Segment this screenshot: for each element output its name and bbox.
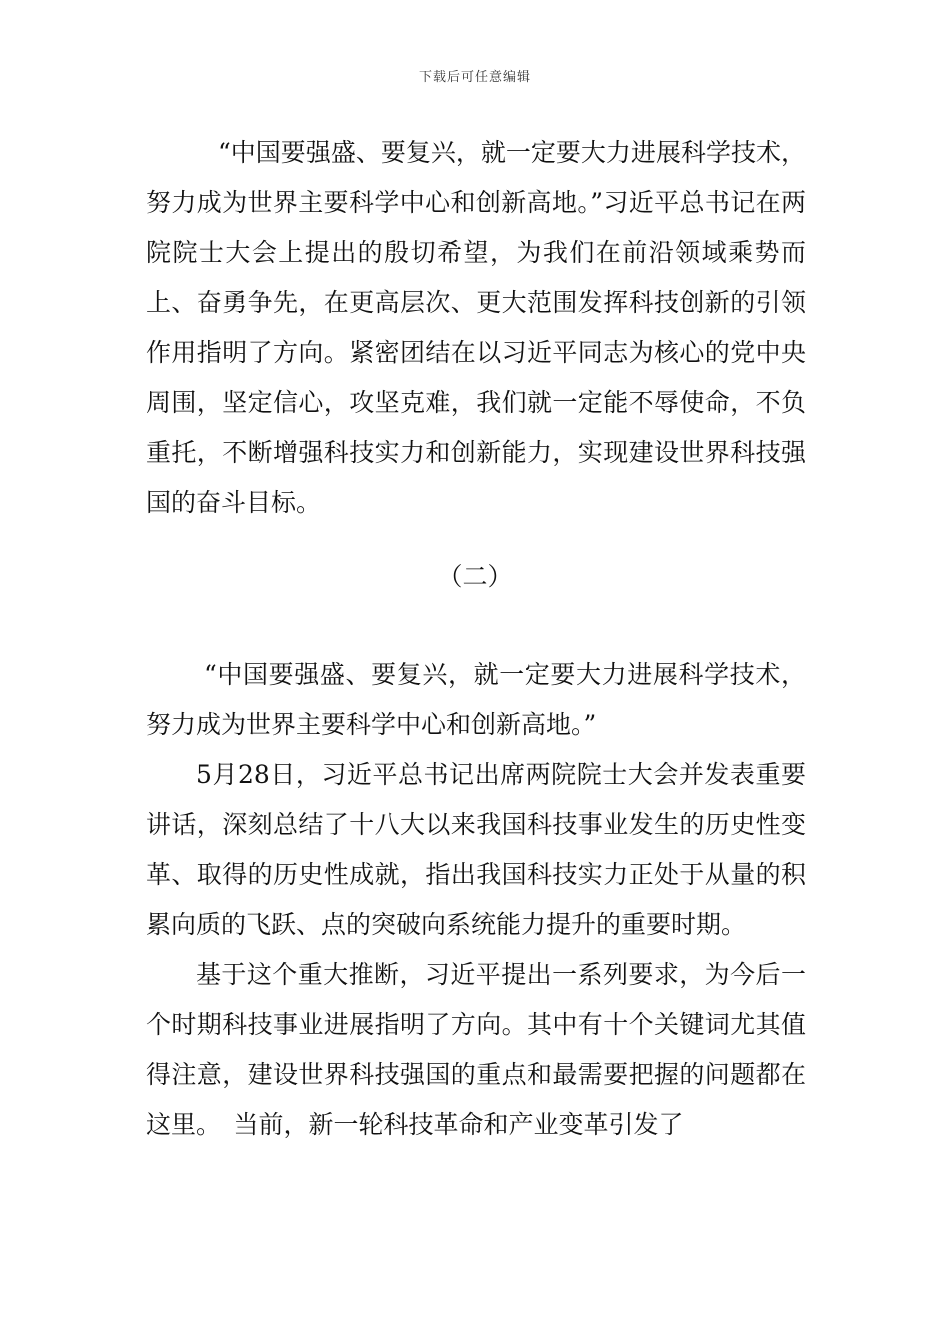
page-header-note: 下载后可任意编辑: [418, 70, 531, 85]
paragraph-2: “中国要强盛、要复兴，就一定要大力进展科学技术，努力成为世界主要科学中心和创新高地。”: [146, 660, 806, 739]
paragraph-1: “中国要强盛、要复兴，就一定要大力进展科学技术，努力成为世界主要科学中心和创新高地。”习近平总书记在两院院士大会上提出的殷切希望，为我们在前沿领域乘势而上、奋勇争先，在更高层次、更大范围发挥科技创新的引领作用指明了方向。紧密团结在以习近平同志为核心的党中央周围，坚定信心，攻坚克难，我们就一定能不辱使命，不负重托，不断增强科技实力和创新能力，实现建设世界科技强国的奋斗目标。: [146, 138, 806, 517]
paragraph-4: 基于这个重大推断，习近平提出一系列要求，为今后一个时期科技事业进展指明了方向。其中有十个关键词尤其值得注意，建设世界科技强国的重点和最需要把握的问题都在这里。 当前，新一轮科技革命和产业变革引发了: [146, 960, 806, 1139]
section-2-body: [146, 650, 806, 1150]
paragraph-3: 5月28日，习近平总书记出席两院院士大会并发表重要讲话，深刻总结了十八大以来我国科技事业发生的历史性变革、取得的历史性成就，指出我国科技实力正处于从量的积累向质的飞跃、点的突破向系统能力提升的重要时期。: [146, 760, 806, 939]
section-heading: （二）: [437, 562, 513, 591]
